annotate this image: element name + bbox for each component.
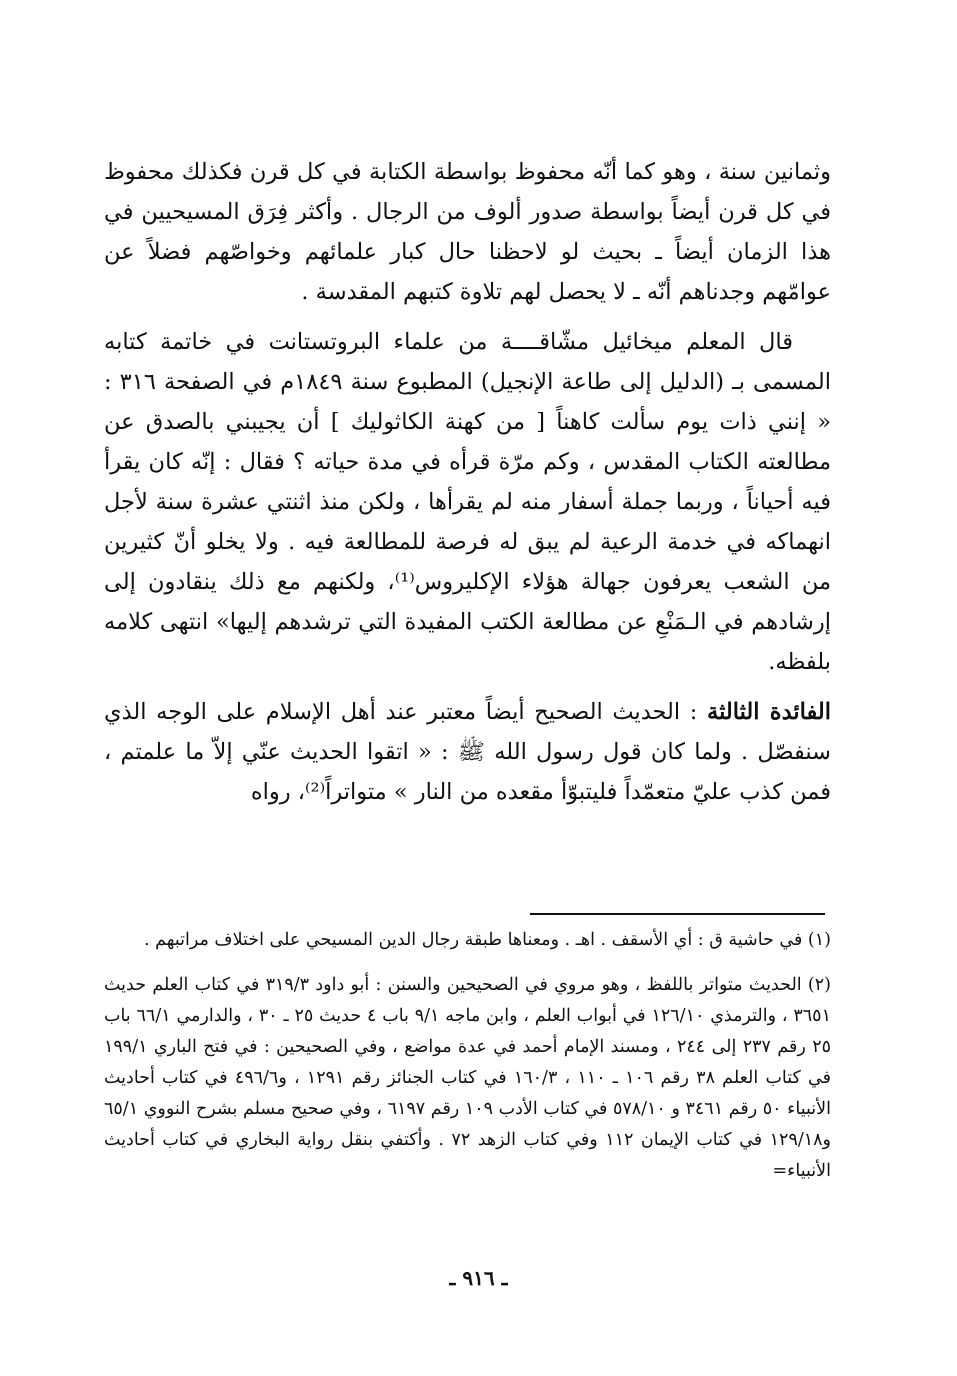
paragraph-2: قال المعلم ميخائيل مشّاقــــة من علماء البروتستانت في خاتمة كتابه المسمى بـ (الدليل إلى طاعة الإنجيل) المطبوع سنة ١٨٤٩م في الصفحة ٣١٦ : « إنني ذات يوم سألت كاهناً [ من كهنة الكاثوليك ] أن يجيبني بالصدق عن مطالعته الكتاب المقدس ، وكم مرّة قرأه في مدة حياته ؟ فقال : إنّه كان يقرأ فيه أحياناً ، وربما جملة أسفار منه لم يقرأها ، ولكن منذ اثنتي عشرة سنة لأجل انهماكه في خدمة الرعية لم يبق له فرصة للمطالعة فيه . ولا يخلو أنّ كثيرين من الشعب يعرفون جهالة هؤلاء الإكليروس⁽¹⁾، ولكنهم مع ذلك ينقادون إلى إرشادهم في الـمَنْعِ عن مطالعة الكتب المفيدة التي ترشدهم إليها» انتهى كلامه بلفظه. [104,329,831,675]
paragraph-1: وثمانين سنة ، وهو كما أنّه محفوظ بواسطة الكتابة في كل قرن فكذلك محفوظ في كل قرن أيضاً بواسطة صدور ألوف من الرجال . وأكثر فِرَق المسيحيين في هذا الزمان أيضاً ـ بحيث لو لاحظنا حال كبار علمائهم وخواصّهم فضلاً عن عوامّهم وجدناهم أنّه ـ لا يحصل لهم تلاوة كتبهم المقدسة . [104,159,831,305]
third-benefit-label: الفائدة الثالثة [707,699,832,725]
page-number: ـ ٩١٦ ـ [449,1266,508,1290]
footnotes [104,925,831,1201]
main-text [104,152,831,822]
footnote-1: (١) في حاشية ق : أي الأسقف . اهـ . ومعناها طبقة رجال الدين المسيحي على اختلاف مراتبهم . [143,930,831,950]
paragraph-3 [104,692,831,812]
third-benefit-text: : الحديث الصحيح أيضاً معتبر عند أهل الإسلام على الوجه الذي سنفصّل . ولما كان قول رسول الله ﷺ : « اتقوا الحديث عنّي إلاّ ما علمتم ، فمن كذب عليّ متعمّداً فليتبوّأ مقعده من النار » متواتراً⁽²⁾، رواه [104,699,831,805]
footnote-divider [530,913,825,915]
footnote-2: (٢) الحديث متواتر باللفظ ، وهو مروي في الصحيحين والسنن : أبو داود ٣١٩/٣ في كتاب العلم حديث ٣٦٥١ ، والترمذي ١٢٦/١٠ في أبواب العلم ، وابن ماجه ٩/١ باب ٤ حديث ٢٥ ـ ٣٠ ، والدارمي ٦٦/١ باب ٢٥ رقم ٢٣٧ إلى ٢٤٤ ، ومسند الإمام أحمد في عدة مواضع ، وفي الصحيحين : في فتح الباري ١٩٩/١ في كتاب العلم ٣٨ رقم ١٠٦ ـ ١١٠ ، ١٦٠/٣ في كتاب الجنائز رقم ١٢٩١ ، و٤٩٦/٦ في كتاب أحاديث الأنبياء ٥٠ رقم ٣٤٦١ و ٥٧٨/١٠ في كتاب الأدب ١٠٩ رقم ٦١٩٧ ، وفي صحيح مسلم بشرح النووي ٦٥/١ و١٢٩/١٨ في كتاب الإيمان ١١٢ وفي كتاب الزهد ٧٢ . وأكتفي بنقل رواية البخاري في كتاب أحاديث الأنبياء= [104,975,832,1181]
